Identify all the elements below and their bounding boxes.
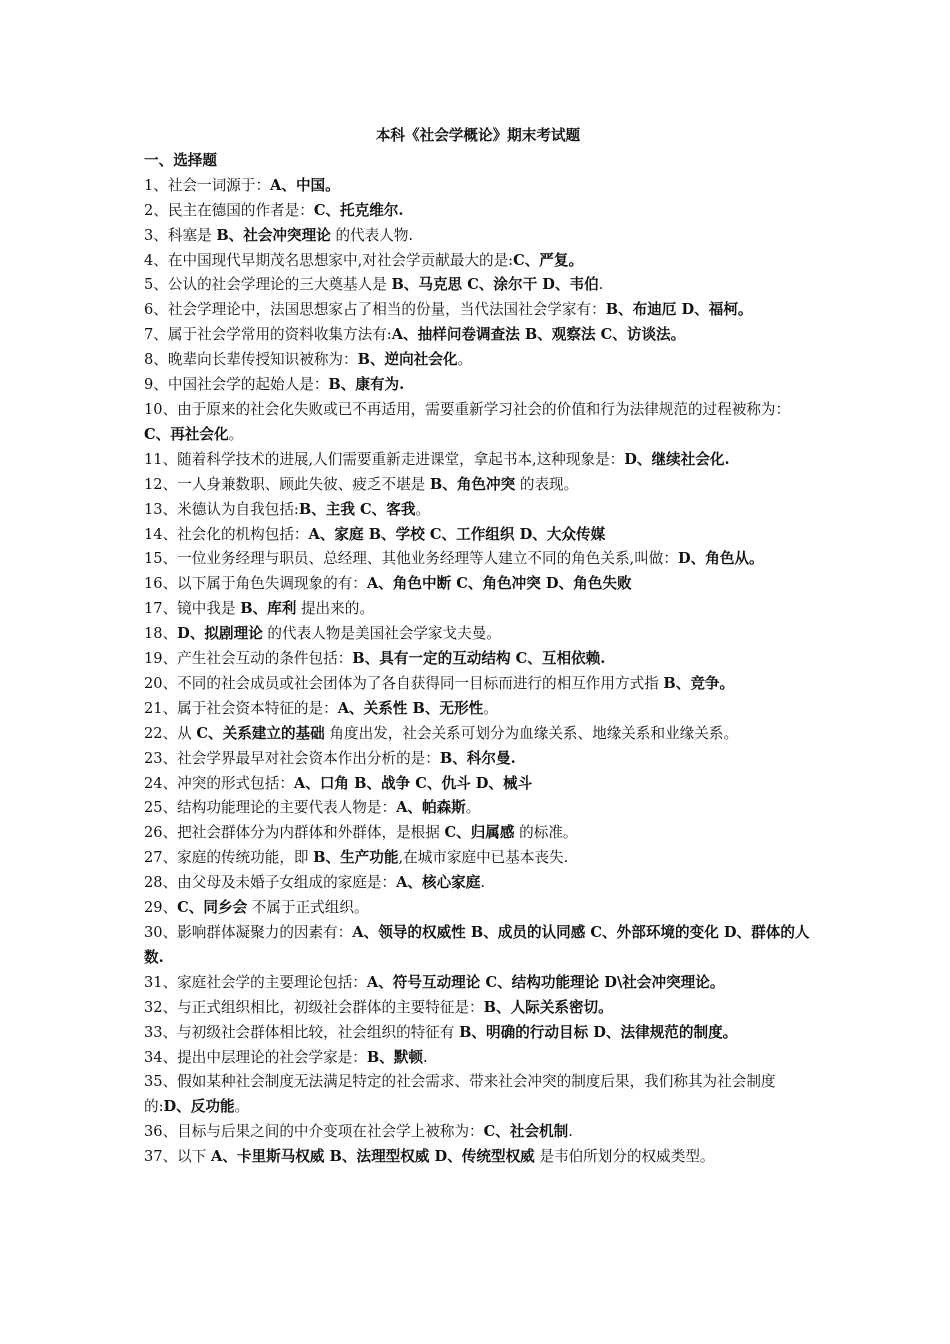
answer-text: A、关系性 B、无形性 [337, 699, 484, 717]
question-item [144, 846, 812, 871]
question-item [144, 772, 812, 797]
question-text: 35、假如某种社会制度无法满足特定的社会需求、带来社会冲突的制度后果，我们称其为社会制度的: [144, 1073, 776, 1116]
answer-text: A、口角 B、战争 C、仇斗 D、械斗 [293, 774, 533, 792]
question-text: 10、由于原来的社会化失败或已不再适用，需要重新学习社会的价值和行为法律规范的过程被称为： [144, 400, 791, 418]
question-item [144, 672, 812, 697]
answer-text: B、马克思 C、涂尔干 D、韦伯 [391, 276, 599, 294]
question-item [144, 398, 812, 448]
question-text: 。 [457, 351, 473, 369]
question-text: 37、以下 [144, 1148, 211, 1166]
question-item [144, 1120, 812, 1145]
question-text: 36、目标与后果之间的中介变项在社会学上被称为： [144, 1123, 484, 1141]
question-text: 24、冲突的形式包括： [144, 774, 294, 792]
question-item [144, 273, 812, 298]
question-item [144, 199, 812, 224]
answer-text: B、库利 [240, 600, 297, 618]
question-text: 的标准。 [514, 824, 578, 842]
question-item [144, 971, 812, 996]
answer-text: A、中国。 [270, 176, 340, 194]
question-text: 19、产生社会互动的条件包括： [144, 650, 353, 668]
answer-text: B、竞争。 [663, 674, 735, 692]
question-item [144, 622, 812, 647]
answer-text: D、反功能 [163, 1098, 235, 1116]
question-text: 23、社会学界最早对社会资本作出分析的是： [144, 749, 440, 767]
answer-text: A、抽样问卷调查法 B、观察法 C、访谈法。 [391, 326, 686, 344]
question-item [144, 896, 812, 921]
question-item [144, 796, 812, 821]
answer-text: D、角色从。 [678, 550, 764, 568]
question-item [144, 722, 812, 747]
question-item [144, 747, 812, 772]
answer-text: C、归属感 [444, 824, 515, 842]
answer-text: B、逆向社会化 [357, 351, 458, 369]
question-text: 角度出发，社会关系可划分为血缘关系、地缘关系和业缘关系。 [324, 724, 739, 742]
question-text: 5、公认的社会学理论的三大奠基人是 [144, 276, 392, 294]
question-text: 20、不同的社会成员或社会团体为了各自获得同一目标而进行的相互作用方式指 [144, 674, 664, 692]
question-text: 12、一人身兼数职、顾此失彼、疲乏不堪是 [144, 475, 430, 493]
question-text: 1、社会一词源于： [144, 176, 271, 194]
question-text: 32、与正式组织相比，初级社会群体的主要特征是： [144, 998, 484, 1016]
answer-text: B、具有一定的互动结构 C、互相依赖. [352, 650, 606, 668]
question-text: 13、米德认为自我包括: [144, 500, 299, 518]
answer-text: B、生产功能 [313, 849, 399, 867]
answer-text: D、拟剧理论 [177, 625, 263, 643]
question-item [144, 249, 812, 274]
answer-text: B、康有为. [328, 376, 405, 394]
question-text: . [480, 874, 486, 892]
question-item [144, 871, 812, 896]
question-item [144, 174, 812, 199]
answer-text: C、再社会化 [144, 425, 229, 443]
question-item [144, 697, 812, 722]
question-text: 25、结构功能理论的主要代表人物是： [144, 799, 397, 817]
question-text: 。 [234, 1098, 250, 1116]
answer-text: C、托克维尔. [313, 201, 404, 219]
question-text: 34、提出中层理论的社会学家是： [144, 1048, 367, 1066]
answer-text: C、同乡会 [177, 899, 248, 917]
question-text: 4、在中国现代早期茂名思想家中,对社会学贡献最大的是: [144, 251, 514, 269]
question-text: 是韦伯所划分的权威类型。 [534, 1148, 715, 1166]
document-title: 本科《社会学概论》期末考试题 [375, 127, 581, 144]
question-item [144, 473, 812, 498]
question-item [144, 921, 812, 971]
answer-text: C、关系建立的基础 [196, 724, 325, 742]
question-text: 14、社会化的机构包括： [144, 525, 309, 543]
question-text: ,在城市家庭中已基本丧失. [398, 849, 569, 867]
question-text: 27、家庭的传统功能，即 [144, 849, 314, 867]
question-item [144, 298, 812, 323]
question-text: 18、 [144, 625, 178, 643]
question-text: 22、从 [144, 724, 197, 742]
question-item [144, 1021, 812, 1046]
question-item [144, 348, 812, 373]
question-text: 不属于正式组织。 [247, 899, 369, 917]
answer-text: A、核心家庭 [396, 874, 481, 892]
question-item [144, 572, 812, 597]
answer-text: D、继续社会化. [624, 450, 730, 468]
question-item [144, 547, 812, 572]
question-text: 7、属于社会学常用的资料收集方法有: [144, 326, 392, 344]
question-text: 17、镜中我是 [144, 600, 241, 618]
exam-document [144, 124, 812, 1170]
question-text: 。 [465, 799, 481, 817]
question-item [144, 1046, 812, 1071]
question-item [144, 523, 812, 548]
question-item [144, 373, 812, 398]
answer-text: B、角色冲突 [429, 475, 516, 493]
question-item [144, 224, 812, 249]
question-text: 31、家庭社会学的主要理论包括： [144, 973, 367, 991]
question-text: 21、属于社会资本特征的是： [144, 699, 338, 717]
answer-text: A、卡里斯马权威 B、法理型权威 D、传统型权威 [211, 1148, 535, 1166]
question-text: 8、晚辈向长辈传授知识被称为： [144, 351, 358, 369]
question-text: . [568, 1123, 573, 1141]
answer-text: B、社会冲突理论 [216, 226, 331, 244]
answer-text: A、符号互动理论 C、结构功能理论 D\社会冲突理论。 [366, 973, 725, 991]
question-item [144, 1070, 812, 1120]
question-text: . [423, 1048, 428, 1066]
question-text: 3、科塞是 [144, 226, 217, 244]
answer-text: A、角色中断 C、角色冲突 D、角色失败 [366, 575, 632, 593]
question-text: 11、随着科学技术的进展,人们需要重新走进课堂，拿起书本,这种现象是： [144, 450, 625, 468]
question-text: 提出来的。 [296, 600, 374, 618]
question-text: 的代表人物是美国社会学家戈夫曼。 [262, 625, 501, 643]
question-text: 29、 [144, 899, 178, 917]
question-item [144, 821, 812, 846]
answer-text: B、人际关系密切。 [483, 998, 613, 1016]
question-text: 2、民主在德国的作者是： [144, 201, 314, 219]
question-item [144, 448, 812, 473]
question-item [144, 1145, 812, 1170]
question-text: 33、与初级社会群体相比较，社会组织的特征有 [144, 1023, 460, 1041]
question-text: 28、由父母及未婚子女组成的家庭是： [144, 874, 397, 892]
answer-text: A、家庭 B、学校 C、工作组织 D、大众传媒 [308, 525, 606, 543]
answer-text: B、科尔曼. [439, 749, 516, 767]
answer-text: C、社会机制 [483, 1123, 569, 1141]
question-text: 的代表人物. [330, 226, 414, 244]
answer-text: B、默顿 [366, 1048, 424, 1066]
question-text: 的表现。 [515, 475, 579, 493]
question-item [144, 498, 812, 523]
question-item [144, 597, 812, 622]
question-item [144, 323, 812, 348]
question-text: . [598, 276, 604, 294]
answer-text: C、严复。 [513, 251, 584, 269]
answer-text: A、帕森斯 [396, 799, 466, 817]
question-text: 16、以下属于角色失调现象的有： [144, 575, 367, 593]
question-item [144, 996, 812, 1021]
question-text: 26、把社会群体分为内群体和外群体，是根据 [144, 824, 445, 842]
question-text: 。 [228, 425, 244, 443]
question-text: 。 [415, 500, 431, 518]
question-item [144, 647, 812, 672]
question-text: 15、一位业务经理与职员、总经理、其他业务经理等人建立不同的角色关系,叫做： [144, 550, 678, 568]
question-text: 6、社会学理论中，法国思想家占了相当的份量，当代法国社会学家有： [144, 301, 606, 319]
answer-text: B、主我 C、客我 [298, 500, 416, 518]
question-list [144, 174, 812, 1170]
question-text: 。 [483, 699, 498, 717]
question-text: 9、中国社会学的起始人是： [144, 376, 329, 394]
answer-text: A、领导的权威性 B、成员的认同感 C、外部环境的变化 D、群体的人数. [144, 924, 810, 966]
section-heading: 一、选择题 [144, 151, 217, 169]
answer-text: B、明确的行动目标 D、法律规范的制度。 [459, 1023, 738, 1041]
answer-text: B、布迪厄 D、福柯。 [605, 301, 753, 319]
question-text: 30、影响群体凝聚力的因素有： [144, 924, 353, 941]
